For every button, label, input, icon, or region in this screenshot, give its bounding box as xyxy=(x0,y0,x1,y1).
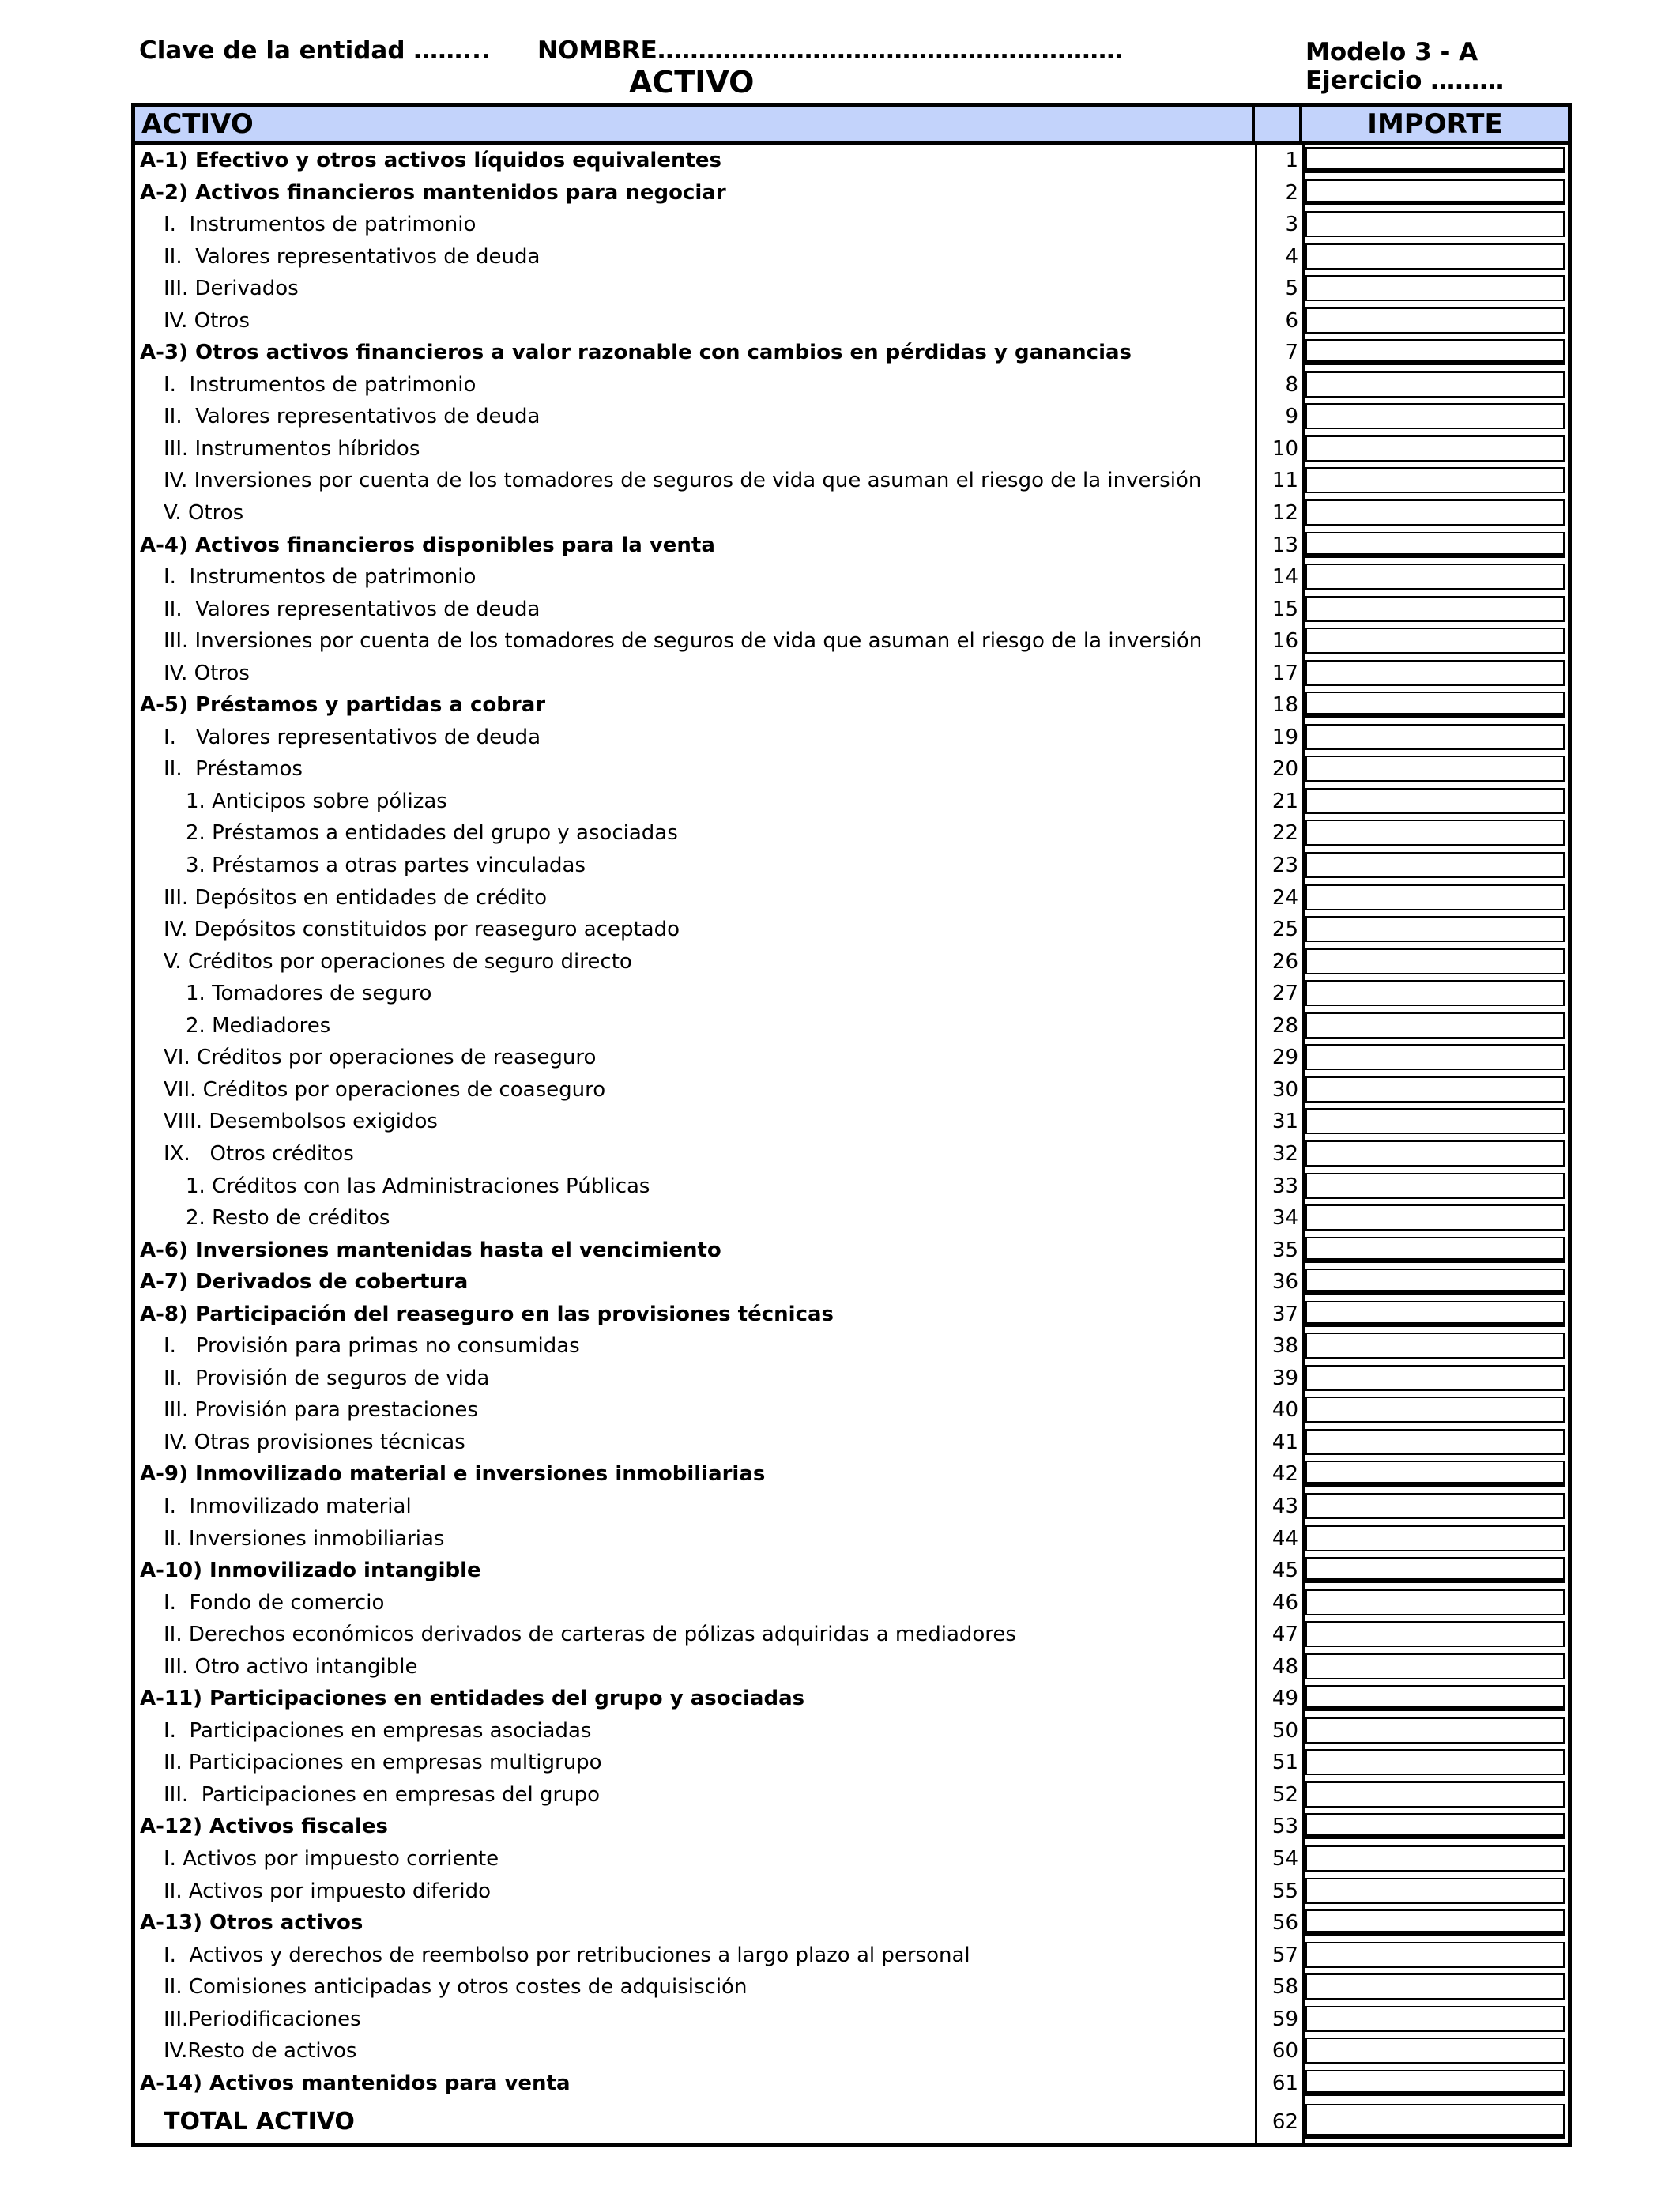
row-number: 26 xyxy=(1271,949,1298,974)
row-label: III. Participaciones en empresas del grupo xyxy=(164,1782,601,1807)
table-row xyxy=(135,1010,1568,1042)
table-row xyxy=(135,401,1568,433)
table-row xyxy=(135,1042,1568,1074)
table-row xyxy=(135,273,1568,305)
row-label: VIII. Desembolsos exigidos xyxy=(164,1110,438,1134)
table-row xyxy=(135,2035,1568,2068)
row-label: A-14) Activos mantenidos para venta xyxy=(140,2071,571,2095)
table-row xyxy=(135,1266,1568,1299)
row-number: 47 xyxy=(1271,1623,1298,1647)
importe-input[interactable] xyxy=(1305,1269,1565,1295)
importe-input[interactable] xyxy=(1305,884,1565,910)
row-label: I. Inmovilizado material xyxy=(164,1494,412,1518)
importe-input[interactable] xyxy=(1305,1237,1565,1263)
row-label: A-12) Activos fiscales xyxy=(140,1815,388,1839)
row-label: 2. Mediadores xyxy=(186,1013,331,1038)
row-label: A-1) Efectivo y otros activos líquidos equivalentes xyxy=(140,149,722,172)
table-row xyxy=(135,850,1568,882)
row-number: 62 xyxy=(1271,2110,1298,2135)
row-label: I. Instrumentos de patrimonio xyxy=(164,565,477,590)
importe-input[interactable] xyxy=(1305,1173,1565,1199)
importe-input[interactable] xyxy=(1305,756,1565,782)
importe-input[interactable] xyxy=(1305,1589,1565,1615)
table-row xyxy=(135,1106,1568,1138)
importe-input[interactable] xyxy=(1305,1653,1565,1679)
table-row xyxy=(135,369,1568,401)
row-label: I. Instrumentos de patrimonio xyxy=(164,372,477,397)
row-label: A-13) Otros activos xyxy=(140,1911,363,1936)
importe-input[interactable] xyxy=(1305,1525,1565,1551)
table-row xyxy=(135,1138,1568,1171)
importe-input[interactable] xyxy=(1305,179,1565,205)
row-label: 1. Tomadores de seguro xyxy=(186,982,432,1006)
ejercicio-label: Ejercicio ……… xyxy=(1305,66,1505,95)
importe-input[interactable] xyxy=(1305,339,1565,365)
row-number: 11 xyxy=(1271,469,1298,493)
importe-input[interactable] xyxy=(1305,1076,1565,1103)
table-row xyxy=(135,1171,1568,1203)
importe-input[interactable] xyxy=(1305,1878,1565,1904)
importe-input[interactable] xyxy=(1305,980,1565,1006)
table-row xyxy=(135,722,1568,754)
table-row xyxy=(135,1523,1568,1555)
table-row xyxy=(135,1235,1568,1267)
page-title: ACTIVO xyxy=(629,65,755,100)
table-row xyxy=(135,1555,1568,1587)
row-label: A-4) Activos financieros disponibles para la venta xyxy=(140,533,715,557)
table-row xyxy=(135,1683,1568,1715)
row-label: III. Instrumentos híbridos xyxy=(164,436,420,461)
column-header-number xyxy=(1255,107,1302,141)
table-row xyxy=(135,305,1568,337)
row-number: 32 xyxy=(1271,1141,1298,1166)
table-row xyxy=(135,1458,1568,1491)
row-number: 43 xyxy=(1271,1494,1298,1518)
row-number: 53 xyxy=(1271,1815,1298,1839)
row-number: 31 xyxy=(1271,1110,1298,1134)
row-number: 48 xyxy=(1271,1654,1298,1679)
table-row xyxy=(135,1491,1568,1523)
table-row xyxy=(135,882,1568,914)
table-row xyxy=(135,594,1568,626)
importe-input[interactable] xyxy=(1305,147,1565,173)
importe-input[interactable] xyxy=(1305,692,1565,718)
row-label: 2. Resto de créditos xyxy=(186,1206,390,1231)
row-label: II. Valores representativos de deuda xyxy=(164,244,541,269)
row-label: A-10) Inmovilizado intangible xyxy=(140,1559,481,1583)
row-label: IV. Otros xyxy=(164,661,250,685)
row-label: 3. Préstamos a otras partes vinculadas xyxy=(186,854,586,878)
table-row xyxy=(135,1651,1568,1683)
row-label: A-8) Participación del reaseguro en las provisiones técnicas xyxy=(140,1302,834,1326)
row-label: 2. Préstamos a entidades del grupo y asociadas xyxy=(186,821,678,846)
table-row xyxy=(135,1940,1568,1972)
row-number: 61 xyxy=(1271,2071,1298,2095)
importe-input[interactable] xyxy=(1305,1845,1565,1872)
table-row xyxy=(135,1715,1568,1747)
row-label: III. Depósitos en entidades de crédito xyxy=(164,885,548,910)
total-row xyxy=(135,2099,1568,2145)
importe-input[interactable] xyxy=(1305,596,1565,622)
row-number: 45 xyxy=(1271,1559,1298,1583)
table-row xyxy=(135,1907,1568,1940)
row-number: 35 xyxy=(1271,1238,1298,1262)
row-number: 40 xyxy=(1271,1398,1298,1423)
table-row xyxy=(135,1843,1568,1875)
row-number: 10 xyxy=(1271,436,1298,461)
row-number: 9 xyxy=(1285,405,1298,429)
importe-input[interactable] xyxy=(1305,211,1565,237)
row-label: III.Periodificaciones xyxy=(164,2007,361,2031)
row-number: 15 xyxy=(1271,597,1298,621)
row-label: II. Participaciones en empresas multigrupo xyxy=(164,1751,602,1775)
table-row xyxy=(135,1875,1568,1908)
table-row xyxy=(135,946,1568,978)
importe-input[interactable] xyxy=(1305,788,1565,814)
row-label: I. Valores representativos de deuda xyxy=(164,725,541,749)
table-row xyxy=(135,914,1568,946)
importe-input[interactable] xyxy=(1305,467,1565,493)
row-label: IV. Otros xyxy=(164,308,250,333)
importe-input[interactable] xyxy=(1305,2038,1565,2064)
row-number: 1 xyxy=(1285,149,1298,172)
row-number: 14 xyxy=(1271,565,1298,590)
row-label: V. Créditos por operaciones de seguro directo xyxy=(164,949,632,974)
importe-input[interactable] xyxy=(1305,2070,1565,2096)
row-label: III. Derivados xyxy=(164,277,299,301)
row-label: IX. Otros créditos xyxy=(164,1141,354,1166)
importe-input[interactable] xyxy=(1305,1973,1565,2000)
table-row xyxy=(135,497,1568,530)
table-row xyxy=(135,978,1568,1010)
total-label: TOTAL ACTIVO xyxy=(164,2108,355,2136)
row-label: V. Otros xyxy=(164,501,244,526)
row-number: 23 xyxy=(1271,854,1298,878)
row-label: II. Activos por impuesto diferido xyxy=(164,1879,492,1903)
row-label: I. Activos y derechos de reembolso por retribuciones a largo plazo al personal xyxy=(164,1943,970,1967)
row-number: 19 xyxy=(1271,725,1298,749)
row-number: 28 xyxy=(1271,1013,1298,1038)
row-label: A-5) Préstamos y partidas a cobrar xyxy=(140,693,546,718)
table-row xyxy=(135,561,1568,594)
importe-input[interactable] xyxy=(1305,1749,1565,1775)
row-number: 3 xyxy=(1285,213,1298,237)
row-label: I. Activos por impuesto corriente xyxy=(164,1846,499,1871)
row-label: II. Derechos económicos derivados de carteras de pólizas adquiridas a mediadores xyxy=(164,1623,1016,1647)
row-number: 4 xyxy=(1285,244,1298,269)
table-row xyxy=(135,1427,1568,1459)
table-header xyxy=(135,107,1568,145)
row-label: I. Provisión para primas no consumidas xyxy=(164,1334,580,1359)
table-row xyxy=(135,337,1568,369)
row-number: 56 xyxy=(1271,1911,1298,1936)
row-number: 25 xyxy=(1271,918,1298,942)
table-row xyxy=(135,241,1568,273)
column-header-activo: ACTIVO xyxy=(135,107,1255,141)
row-number: 8 xyxy=(1285,372,1298,397)
row-label: 1. Créditos con las Administraciones Públicas xyxy=(186,1174,650,1198)
row-number: 49 xyxy=(1271,1687,1298,1711)
row-number: 50 xyxy=(1271,1718,1298,1743)
row-number: 57 xyxy=(1271,1943,1298,1967)
table-row xyxy=(135,1587,1568,1619)
row-number: 36 xyxy=(1271,1270,1298,1295)
row-label: III. Provisión para prestaciones xyxy=(164,1398,478,1423)
row-number: 16 xyxy=(1271,629,1298,654)
importe-input[interactable] xyxy=(1305,275,1565,301)
row-label: III. Inversiones por cuenta de los tomadores de seguros de vida que asuman el riesgo de la inversión xyxy=(164,629,1203,654)
importe-input[interactable] xyxy=(1305,1621,1565,1647)
row-number: 54 xyxy=(1271,1846,1298,1871)
row-number: 27 xyxy=(1271,982,1298,1006)
row-label: A-7) Derivados de cobertura xyxy=(140,1270,469,1295)
row-label: II. Provisión de seguros de vida xyxy=(164,1366,490,1390)
total-importe-input[interactable] xyxy=(1305,2104,1565,2139)
importe-input[interactable] xyxy=(1305,1781,1565,1808)
row-label: I. Fondo de comercio xyxy=(164,1590,385,1615)
table-row xyxy=(135,1971,1568,2004)
importe-input[interactable] xyxy=(1305,243,1565,270)
importe-input[interactable] xyxy=(1305,1365,1565,1391)
row-label: 1. Anticipos sobre pólizas xyxy=(186,789,447,813)
row-number: 52 xyxy=(1271,1782,1298,1807)
table-row xyxy=(135,1811,1568,1843)
importe-input[interactable] xyxy=(1305,724,1565,750)
importe-input[interactable] xyxy=(1305,1461,1565,1487)
importe-input[interactable] xyxy=(1305,820,1565,846)
table-row xyxy=(135,817,1568,850)
row-number: 42 xyxy=(1271,1462,1298,1487)
nombre-label: NOMBRE………………………………………………… xyxy=(537,36,1123,65)
row-number: 21 xyxy=(1271,789,1298,813)
table-row xyxy=(135,1394,1568,1427)
row-label: A-3) Otros activos financieros a valor razonable con cambios en pérdidas y ganancias xyxy=(140,341,1132,365)
row-number: 22 xyxy=(1271,821,1298,846)
row-number: 44 xyxy=(1271,1526,1298,1551)
importe-input[interactable] xyxy=(1305,1493,1565,1519)
importe-input[interactable] xyxy=(1305,1429,1565,1455)
row-label: IV. Otras provisiones técnicas xyxy=(164,1430,465,1454)
row-number: 39 xyxy=(1271,1366,1298,1390)
row-number: 7 xyxy=(1285,341,1298,365)
row-label: IV.Resto de activos xyxy=(164,2039,357,2064)
importe-input[interactable] xyxy=(1305,1108,1565,1134)
importe-input[interactable] xyxy=(1305,499,1565,526)
importe-input[interactable] xyxy=(1305,948,1565,974)
importe-input[interactable] xyxy=(1305,2006,1565,2032)
importe-input[interactable] xyxy=(1305,1397,1565,1423)
row-label: A-6) Inversiones mantenidas hasta el vencimiento xyxy=(140,1238,721,1262)
importe-input[interactable] xyxy=(1305,403,1565,429)
row-number: 60 xyxy=(1271,2039,1298,2064)
balance-table xyxy=(131,103,1572,2147)
row-label: VI. Créditos por operaciones de reaseguro xyxy=(164,1046,597,1070)
table-row xyxy=(135,145,1568,177)
table-row xyxy=(135,1330,1568,1363)
row-label: IV. Inversiones por cuenta de los tomadores de seguros de vida que asuman el riesgo de la inversión xyxy=(164,469,1202,493)
row-number: 37 xyxy=(1271,1302,1298,1326)
table-row xyxy=(135,753,1568,786)
importe-input[interactable] xyxy=(1305,1301,1565,1327)
importe-input[interactable] xyxy=(1305,1044,1565,1070)
importe-input[interactable] xyxy=(1305,916,1565,942)
importe-input[interactable] xyxy=(1305,852,1565,878)
column-header-importe: IMPORTE xyxy=(1302,107,1568,141)
row-number: 46 xyxy=(1271,1590,1298,1615)
table-row xyxy=(135,625,1568,658)
row-label: III. Otro activo intangible xyxy=(164,1654,418,1679)
table-row xyxy=(135,1619,1568,1651)
table-row xyxy=(135,1299,1568,1331)
importe-input[interactable] xyxy=(1305,564,1565,590)
table-row xyxy=(135,1779,1568,1811)
row-number: 24 xyxy=(1271,885,1298,910)
importe-input[interactable] xyxy=(1305,1717,1565,1744)
table-row xyxy=(135,465,1568,497)
row-number: 29 xyxy=(1271,1046,1298,1070)
row-number: 58 xyxy=(1271,1975,1298,2000)
importe-input[interactable] xyxy=(1305,307,1565,334)
importe-input[interactable] xyxy=(1305,1557,1565,1583)
row-label: IV. Depósitos constituidos por reaseguro aceptado xyxy=(164,918,680,942)
importe-input[interactable] xyxy=(1305,1012,1565,1039)
row-number: 33 xyxy=(1271,1174,1298,1198)
row-number: 51 xyxy=(1271,1751,1298,1775)
row-number: 41 xyxy=(1271,1430,1298,1454)
table-row xyxy=(135,2004,1568,2036)
row-number: 5 xyxy=(1285,277,1298,301)
importe-input[interactable] xyxy=(1305,660,1565,686)
table-row xyxy=(135,177,1568,209)
importe-input[interactable] xyxy=(1305,435,1565,462)
table-body xyxy=(135,145,1568,2145)
table-row xyxy=(135,1202,1568,1235)
importe-input[interactable] xyxy=(1305,1333,1565,1359)
row-number: 55 xyxy=(1271,1879,1298,1903)
table-row xyxy=(135,209,1568,241)
importe-input[interactable] xyxy=(1305,1909,1565,1936)
row-label: II. Valores representativos de deuda xyxy=(164,597,541,621)
importe-input[interactable] xyxy=(1305,532,1565,558)
table-row xyxy=(135,1074,1568,1106)
row-number: 2 xyxy=(1285,180,1298,205)
importe-input[interactable] xyxy=(1305,1942,1565,1968)
row-number: 6 xyxy=(1285,308,1298,333)
importe-input[interactable] xyxy=(1305,1204,1565,1231)
row-label: A-11) Participaciones en entidades del grupo y asociadas xyxy=(140,1687,805,1711)
row-number: 13 xyxy=(1271,533,1298,557)
table-row xyxy=(135,1363,1568,1395)
importe-input[interactable] xyxy=(1305,628,1565,654)
row-number: 30 xyxy=(1271,1077,1298,1102)
modelo-label: Modelo 3 - A xyxy=(1305,38,1478,66)
row-number: 20 xyxy=(1271,757,1298,782)
clave-entidad-label: Clave de la entidad ……... xyxy=(139,36,491,65)
row-number: 17 xyxy=(1271,661,1298,685)
row-number: 34 xyxy=(1271,1206,1298,1231)
table-row xyxy=(135,1747,1568,1779)
table-row xyxy=(135,530,1568,562)
row-label: I. Instrumentos de patrimonio xyxy=(164,213,477,237)
importe-input[interactable] xyxy=(1305,371,1565,398)
table-row xyxy=(135,689,1568,722)
row-label: II. Préstamos xyxy=(164,757,303,782)
row-label: II. Valores representativos de deuda xyxy=(164,405,541,429)
row-label: I. Participaciones en empresas asociadas xyxy=(164,1718,592,1743)
importe-input[interactable] xyxy=(1305,1813,1565,1839)
row-number: 12 xyxy=(1271,501,1298,526)
row-label: II. Comisiones anticipadas y otros costes de adquisisción xyxy=(164,1975,748,2000)
row-label: A-2) Activos financieros mantenidos para negociar xyxy=(140,180,726,205)
table-row xyxy=(135,433,1568,466)
row-number: 38 xyxy=(1271,1334,1298,1359)
table-row xyxy=(135,658,1568,690)
importe-input[interactable] xyxy=(1305,1140,1565,1167)
row-label: VII. Créditos por operaciones de coaseguro xyxy=(164,1077,606,1102)
row-label: A-9) Inmovilizado material e inversiones inmobiliarias xyxy=(140,1462,766,1487)
row-number: 18 xyxy=(1271,693,1298,718)
importe-input[interactable] xyxy=(1305,1685,1565,1711)
table-row xyxy=(135,2068,1568,2100)
row-label: II. Inversiones inmobiliarias xyxy=(164,1526,445,1551)
table-row xyxy=(135,786,1568,818)
row-number: 59 xyxy=(1271,2007,1298,2031)
